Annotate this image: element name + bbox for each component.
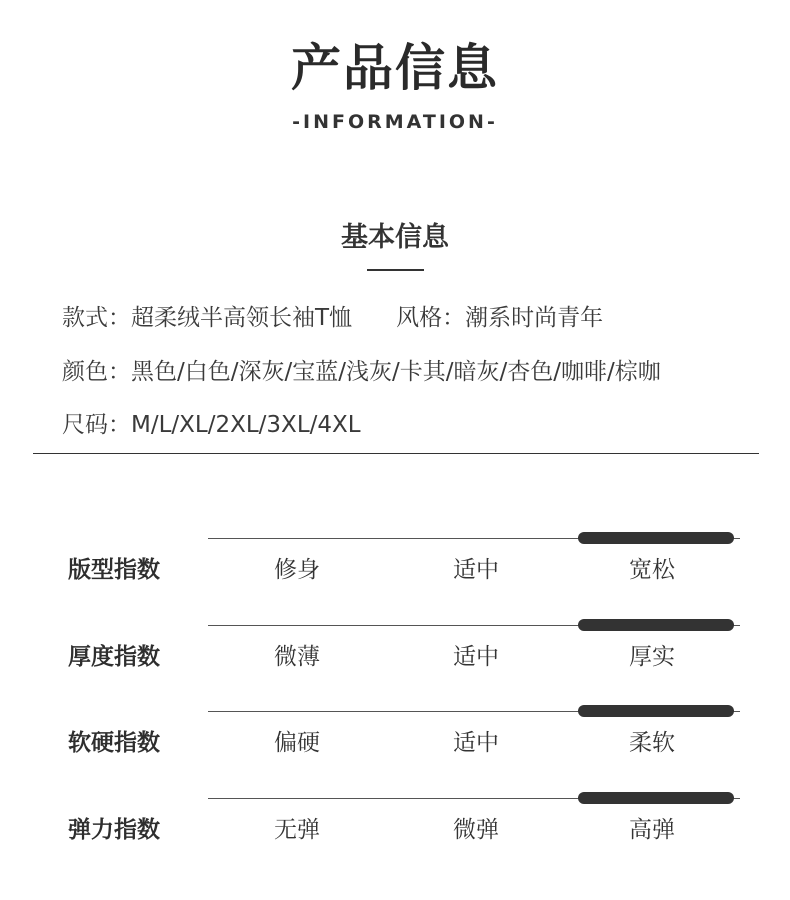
index-selected-indicator <box>578 705 734 717</box>
info-line-size <box>62 410 361 440</box>
size-value: M/L/XL/2XL/3XL/4XL <box>131 412 361 438</box>
index-option: 无弹 <box>274 817 320 843</box>
info-line-color <box>62 357 661 387</box>
divider <box>33 453 759 454</box>
index-option: 偏硬 <box>274 730 320 756</box>
page-subtitle: -INFORMATION- <box>292 111 498 133</box>
index-option: 微弹 <box>453 817 499 843</box>
section-underline <box>367 269 424 271</box>
index-selected-indicator <box>578 619 734 631</box>
index-option: 适中 <box>453 730 499 756</box>
size-label: 尺码： <box>62 412 131 438</box>
section-title: 基本信息 <box>341 222 449 253</box>
index-option: 适中 <box>453 644 499 670</box>
index-option: 宽松 <box>629 557 675 583</box>
color-value: 黑色/白色/深灰/宝蓝/浅灰/卡其/暗灰/杏色/咖啡/棕咖 <box>131 359 661 385</box>
index-option: 厚实 <box>629 644 675 670</box>
info-line-style <box>62 303 603 333</box>
style-label: 款式： <box>62 305 131 331</box>
index-label: 厚度指数 <box>68 644 160 670</box>
index-option: 高弹 <box>629 817 675 843</box>
index-label: 版型指数 <box>68 557 160 583</box>
index-option: 微薄 <box>274 644 320 670</box>
index-selected-indicator <box>578 532 734 544</box>
index-option: 修身 <box>274 557 320 583</box>
index-label: 弹力指数 <box>68 817 160 843</box>
index-selected-indicator <box>578 792 734 804</box>
index-option: 适中 <box>453 557 499 583</box>
page-title: 产品信息 <box>291 39 499 97</box>
index-option: 柔软 <box>629 730 675 756</box>
color-label: 颜色： <box>62 359 131 385</box>
index-label: 软硬指数 <box>68 730 160 756</box>
style-value: 超柔绒半高领长袖T恤 <box>131 305 353 331</box>
genre-label: 风格： <box>396 305 466 331</box>
genre-value: 潮系时尚青年 <box>465 305 604 331</box>
